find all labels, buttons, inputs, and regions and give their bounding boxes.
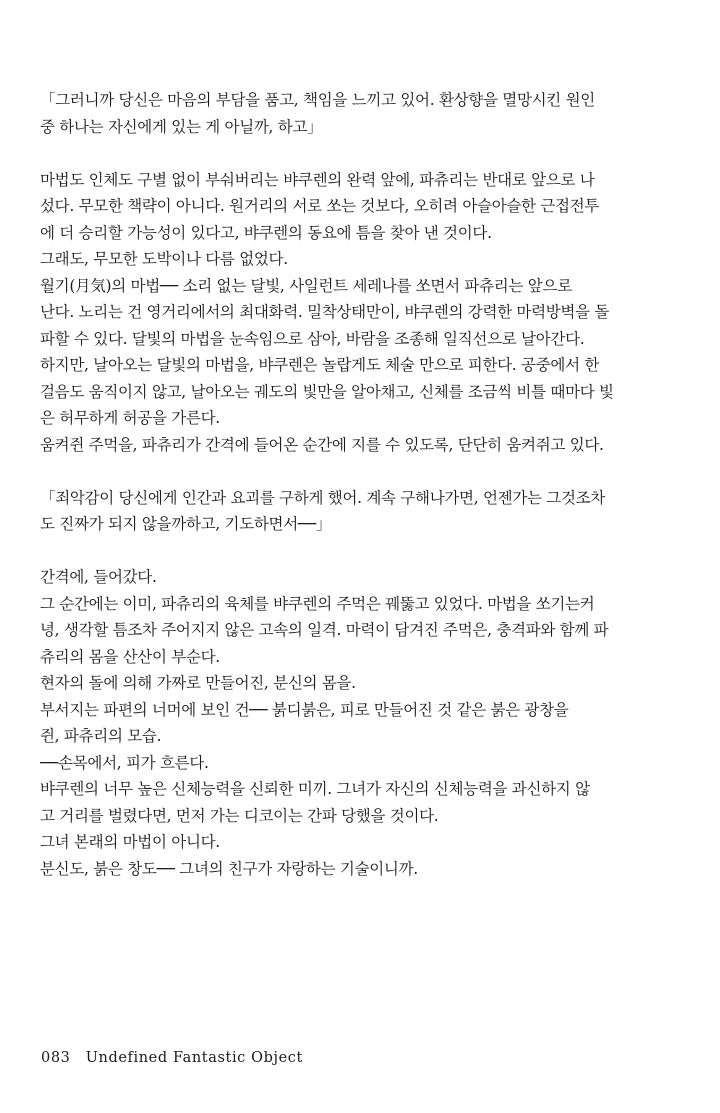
text-line: 「그러니까 당신은 마음의 부담을 품고, 책임을 느끼고 있어. 환상향을 멸망시킨 원인 xyxy=(40,91,595,109)
text-line: 섰다. 무모한 책략이 아니다. 원거리의 서로 쏘는 것보다, 오히려 아슬아슬한 근접전투 xyxy=(40,197,600,215)
blank-line xyxy=(40,140,695,167)
text-line: 분신도, 붉은 창도── 그녀의 친구가 자랑하는 기술이니까. xyxy=(40,859,418,878)
body-text xyxy=(40,87,695,882)
text-line: 그 순간에는 이미, 파츄리의 육체를 뱌쿠렌의 주먹은 꿰뚫고 있었다. 마법을 쏘기는커 xyxy=(40,594,595,613)
text-line: 「죄악감이 당신에게 인간과 요괴를 구하게 했어. 계속 구해나가면, 언젠가는 그것조차 xyxy=(40,488,605,507)
text-line: 에 더 승리할 가능성이 있다고, 뱌쿠렌의 동요에 틈을 찾아 낸 것이다. xyxy=(40,223,492,242)
blank-line xyxy=(40,538,695,565)
text-line: 뱌쿠렌의 너무 높은 신체능력을 신뢰한 미끼. 그녀가 자신의 신체능력을 과신하지 않 xyxy=(40,780,590,798)
text-line: 하지만, 날아오는 달빛의 마법을, 뱌쿠렌은 놀랍게도 체술 만으로 피한다. 공중에서 한 xyxy=(40,356,600,374)
text-line: 파할 수 있다. 달빛의 마법을 눈속임으로 삼아, 바람을 조종해 일직선으로 날아간다. xyxy=(40,329,585,348)
text-line: 난다. 노리는 건 영거리에서의 최대화력. 밀착상태만이, 뱌쿠렌의 강력한 마력방벽을 돌 xyxy=(40,303,610,321)
text-line: ──손목에서, 피가 흐른다. xyxy=(40,753,209,772)
text-line: 마법도 인체도 구별 없이 부숴버리는 뱌쿠렌의 완력 앞에, 파츄리는 반대로 앞으로 나 xyxy=(40,170,595,189)
text-line: 간격에, 들어갔다. xyxy=(40,568,157,586)
book-title: Undefined Fantastic Object xyxy=(85,1050,303,1066)
text-line: 부서지는 파편의 너머에 보인 건── 붉디붉은, 피로 만들어진 것 같은 붉은 광창을 xyxy=(40,700,569,719)
text-line: 은 허무하게 허공을 가른다. xyxy=(40,409,220,427)
text-line: 녕, 생각할 틈조차 주어지지 않은 고속의 일격. 마력이 담겨진 주먹은, 충격파와 함께 파 xyxy=(40,621,609,639)
text-line: 도 진짜가 되지 않을까하고, 기도하면서──」 xyxy=(40,515,332,533)
text-line: 그녀 본래의 마법이 아니다. xyxy=(40,833,220,851)
text-line: 월기(月気)의 마법── 소리 없는 달빛, 사일런트 세레나를 쏘면서 파츄리는 앞으로 xyxy=(40,276,572,295)
text-line: 중 하나는 자신에게 있는 게 아닐까, 하고」 xyxy=(40,117,323,136)
text-line: 움켜쥔 주먹을, 파츄리가 간격에 들어온 순간에 지를 수 있도록, 단단히 움켜쥐고 있다. xyxy=(40,435,604,454)
text-line: 걸음도 움직이지 않고, 날아오는 궤도의 빛만을 알아채고, 신체를 조금씩 비틀 때마다 빛 xyxy=(40,382,614,401)
page-number: 083 xyxy=(41,1050,71,1066)
text-line: 고 거리를 벌렸다면, 먼저 가는 디코이는 간파 당했을 것이다. xyxy=(40,806,439,825)
page-footer xyxy=(41,1050,303,1066)
text-line: 츄리의 몸을 산산이 부순다. xyxy=(40,647,220,666)
text-line: 현자의 돌에 의해 가짜로 만들어진, 분신의 몸을. xyxy=(40,674,356,692)
text-line: 그래도, 무모한 도박이나 다름 없었다. xyxy=(40,250,288,268)
text-line: 쥔, 파츄리의 모습. xyxy=(40,727,162,745)
blank-line xyxy=(40,458,695,485)
